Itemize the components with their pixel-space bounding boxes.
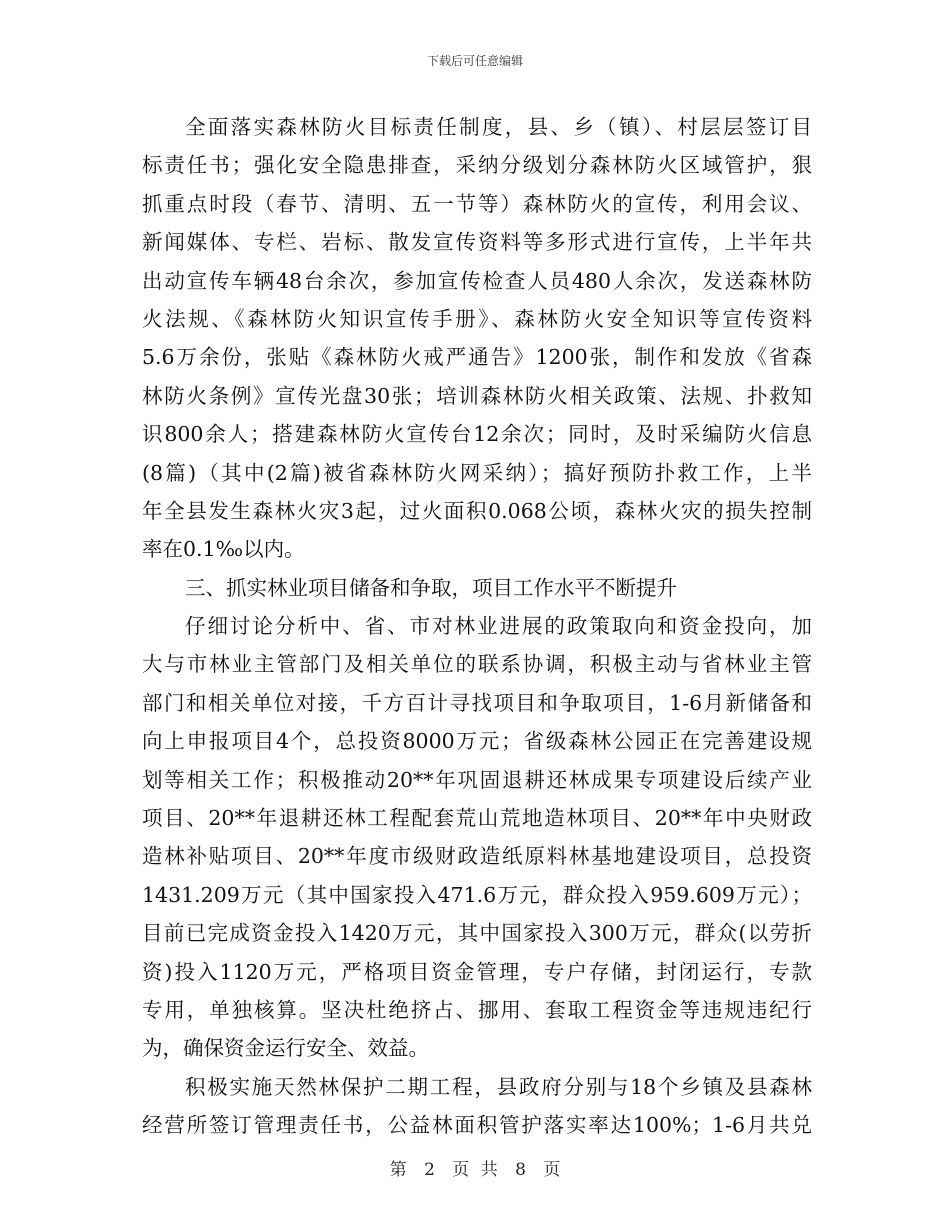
- paragraph-fire-prevention: [142, 108, 812, 569]
- section-heading: [142, 569, 812, 607]
- footer-prefix: 第: [389, 1160, 407, 1180]
- text-line: 仔细讨论分析中、省、市对林业进展的政策取向和资金投向，加: [185, 614, 812, 639]
- text-line: 向上申报项目4个，总投资8000万元；省级森林公园正在完善建设规: [142, 729, 812, 754]
- page-footer: [0, 1155, 950, 1180]
- text-line: 标责任书；强化安全隐患排查，采纳分级划分森林防火区域管护，狠: [142, 153, 812, 178]
- footer-total-pages: 8: [515, 1160, 526, 1180]
- text-line: 抓重点时段（春节、清明、五一节等）森林防火的宣传，利用会议、: [142, 191, 812, 216]
- text-line: 率在0.1‰以内。: [142, 537, 305, 562]
- text-line: 林防火条例》宣传光盘30张；培训森林防火相关政策、法规、扑救知: [142, 383, 812, 408]
- paragraph-forest-protection: [142, 1068, 812, 1145]
- text-line: 1431.209万元（其中国家投入471.6万元，群众投入959.609万元）；: [142, 882, 812, 907]
- text-line: 火法规、《森林防火知识宣传手册》、森林防火安全知识等宣传资料: [142, 306, 812, 331]
- text-line: 积极实施天然林保护二期工程，县政府分别与18个乡镇及县森林: [185, 1074, 812, 1099]
- text-line: (8篇)（其中(2篇)被省森林防火网采纳）；搞好预防扑救工作，上半: [142, 460, 812, 485]
- paragraph-project-funding: [142, 607, 812, 1068]
- text-line: 经营所签订管理责任书，公益林面积管护落实率达100%；1-6月共兑: [142, 1113, 812, 1138]
- body-text: [142, 108, 812, 1145]
- footer-suffix: 页: [543, 1160, 561, 1180]
- text-line: 年全县发生森林火灾3起，过火面积0.068公顷，森林火灾的损失控制: [142, 498, 812, 523]
- text-line: 新闻媒体、专栏、岩标、散发宣传资料等多形式进行宣传，上半年共: [142, 230, 812, 255]
- text-line: 识800余人；搭建森林防火宣传台12余次；同时，及时采编防火信息: [142, 422, 812, 447]
- header-note: 下载后可任意编辑: [426, 54, 523, 68]
- section-heading-text: 三、抓实林业项目储备和争取，项目工作水平不断提升: [185, 575, 677, 600]
- text-line: 项目、20**年退耕还林工程配套荒山荒地造林项目、20**年中央财政: [142, 806, 812, 831]
- text-line: 专用，单独核算。坚决杜绝挤占、挪用、套取工程资金等违规违纪行: [142, 997, 812, 1022]
- text-line: 划等相关工作；积极推动20**年巩固退耕还林成果专项建设后续产业: [142, 767, 812, 792]
- text-line: 部门和相关单位对接，千方百计寻找项目和争取项目，1-6月新储备和: [142, 690, 812, 715]
- text-line: 资)投入1120万元，严格项目资金管理，专户存储，封闭运行，专款: [142, 959, 812, 984]
- text-line: 全面落实森林防火目标责任制度，县、乡（镇）、村层层签订目: [185, 115, 812, 139]
- footer-mid: 页 共: [452, 1160, 498, 1180]
- text-line: 为，确保资金运行安全、效益。: [142, 1036, 429, 1061]
- footer-page-number: 2: [424, 1160, 435, 1180]
- text-line: 5.6万余份，张贴《森林防火戒严通告》1200张，制作和发放《省森: [142, 345, 812, 370]
- text-line: 大与市林业主管部门及相关单位的联系协调，积极主动与省林业主管: [142, 652, 812, 677]
- text-line: 目前已完成资金投入1420万元，其中国家投入300万元，群众(以劳折: [142, 921, 812, 946]
- text-line: 造林补贴项目、20**年度市级财政造纸原料林基地建设项目，总投资: [142, 844, 812, 869]
- text-line: 出动宣传车辆48台余次，参加宣传检查人员480人余次，发送森林防: [142, 268, 812, 293]
